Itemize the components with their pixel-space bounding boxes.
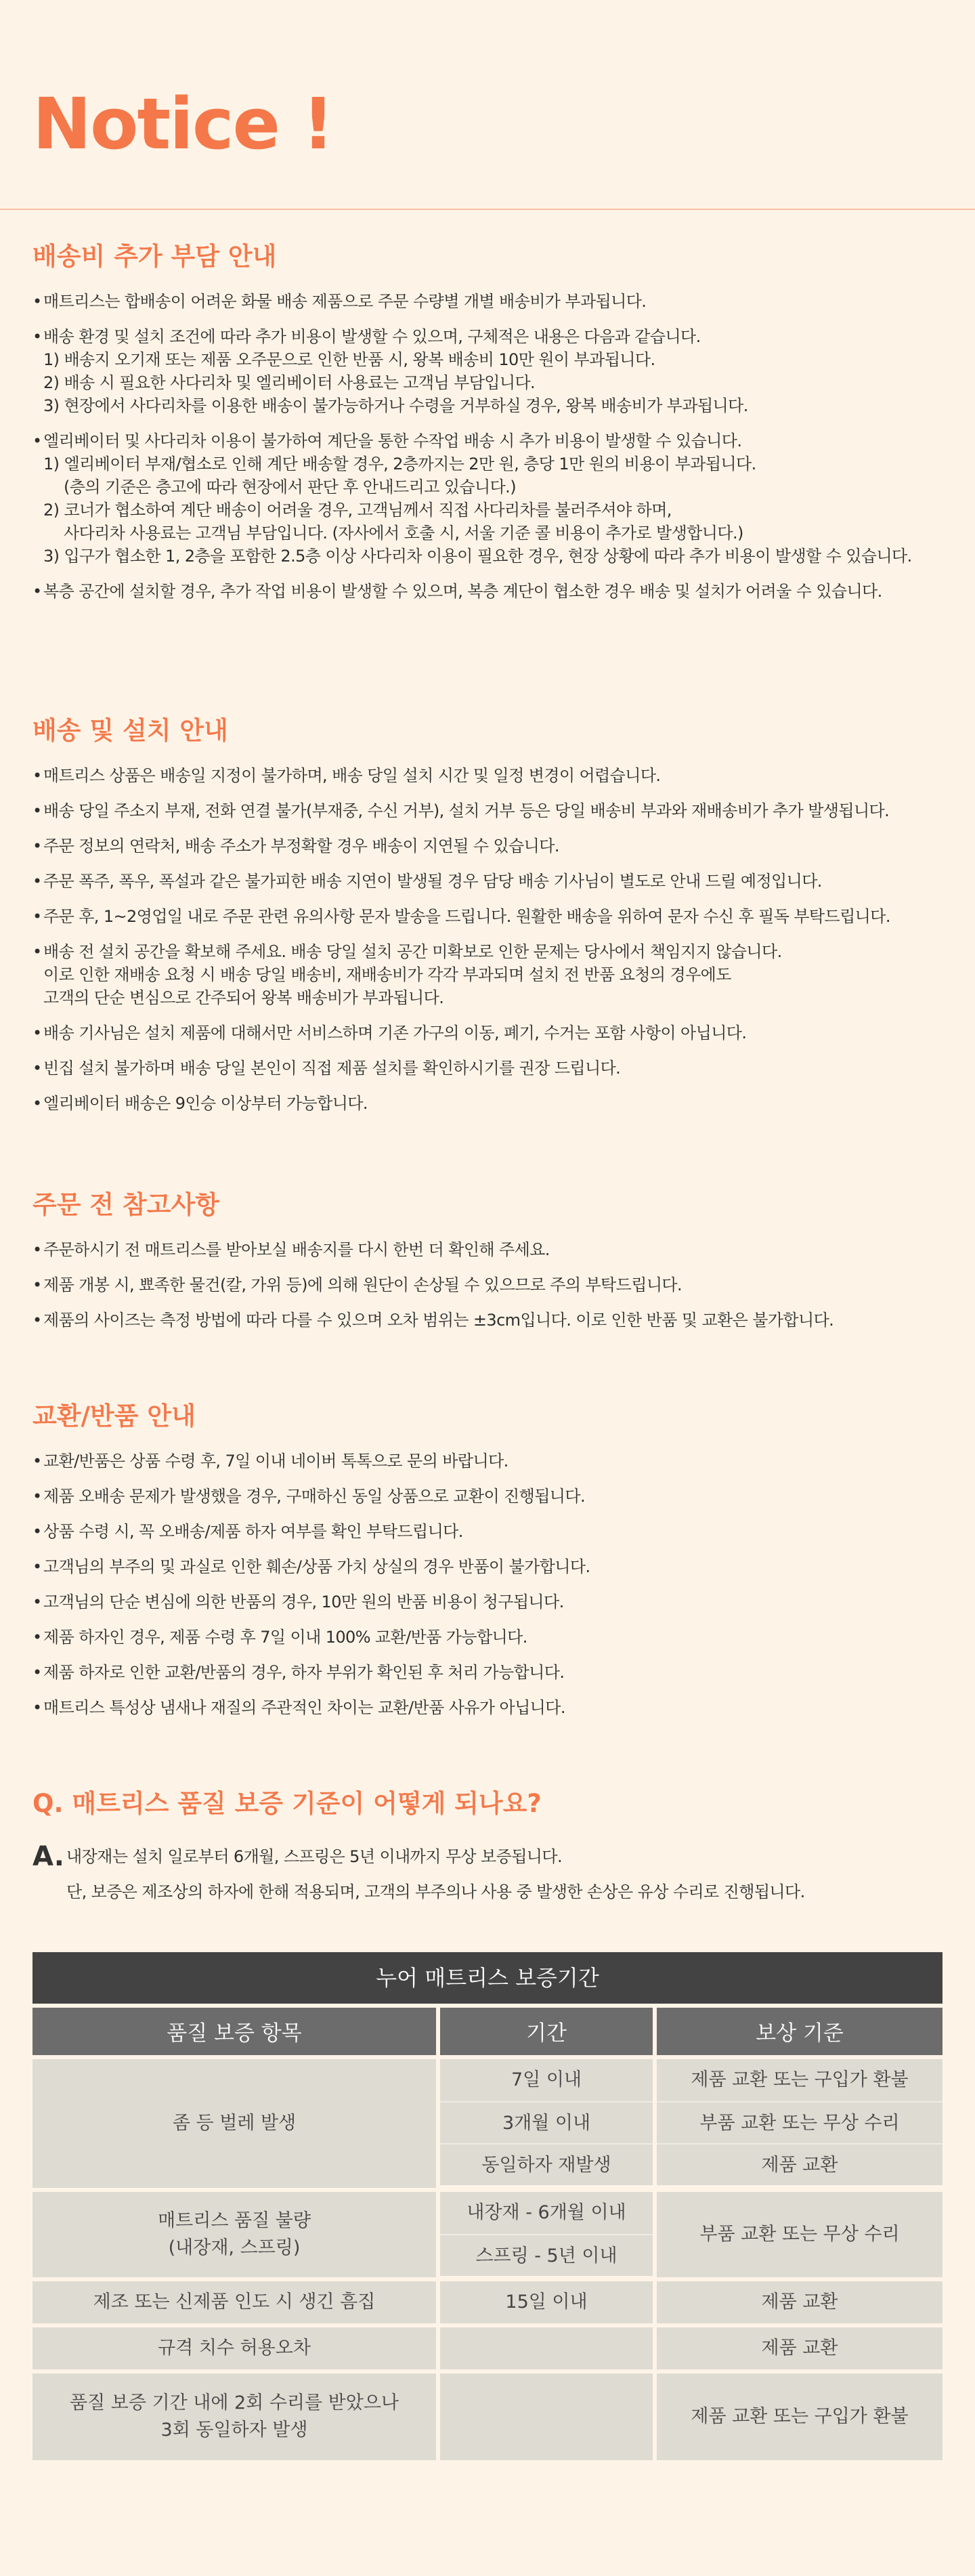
warranty-item-text: 좀 등 벌레 발생	[172, 2113, 297, 2134]
list-item	[32, 905, 953, 928]
bullet-text: 복층 공간에 설치할 경우, 추가 작업 비용이 발생할 수 있으며, 복층 계단이 협소한 경우 배송 및 설치가 어려울 수 있습니다.	[43, 582, 882, 601]
list-item	[32, 870, 953, 893]
faq-answer-mark: A.	[32, 1841, 64, 1872]
bullet-text: 제품 하자로 인한 교환/반품의 경우, 하자 부위가 확인된 후 처리 가능합니다.	[43, 1663, 565, 1682]
warranty-reward-text: 제품 교환	[657, 2281, 942, 2323]
bullet-text: 주문하시기 전 매트리스를 받아보실 배송지를 다시 한번 더 확인해 주세요.	[43, 1240, 550, 1259]
bullet-dot: •	[32, 1094, 42, 1113]
sub-item: 2) 코너가 협소하여 계단 배송이 어려울 경우, 고객님께서 직접 사다리차를 불러주셔야 하며,	[43, 501, 672, 520]
warranty-item-text: 3회 동일하자 발생	[160, 2420, 308, 2441]
bullet-text: 제품 하자인 경우, 제품 수령 후 7일 이내 100% 교환/반품 가능합니다.	[43, 1628, 527, 1647]
bullet-text: 주문 후, 1~2영업일 내로 주문 관련 유의사항 문자 발송을 드립니다. 원활한 배송을 위하여 문자 수신 후 필독 부탁드립니다.	[43, 907, 890, 926]
warranty-reward-cell	[657, 2059, 942, 2188]
warranty-reward-text: 제품 교환 또는 구입가 환불	[657, 2373, 942, 2460]
bullet-list	[32, 764, 953, 1115]
list-item	[32, 1057, 953, 1080]
list-item	[32, 325, 953, 417]
bullet-dot: •	[32, 431, 42, 450]
warranty-item-cell	[32, 2281, 436, 2323]
table-row	[32, 2369, 942, 2460]
bullet-dot: •	[32, 582, 42, 601]
warranty-item-cell	[32, 2373, 436, 2460]
bullet-text: 매트리스는 합배송이 어려운 화물 배송 제품으로 주문 수량별 개별 배송비가 부과됩니다.	[43, 292, 647, 311]
bullet-text: 제품의 사이즈는 측정 방법에 따라 다를 수 있으며 오차 범위는 ±3cm입니다. 이로 인한 반품 및 교환은 불가합니다.	[43, 1311, 834, 1330]
bullet-dot: •	[32, 1663, 42, 1682]
sub-item: 1) 배송지 오기재 또는 제품 오주문으로 인한 반품 시, 왕복 배송비 10만 원이 부과됩니다.	[43, 350, 655, 369]
warranty-item-text: (내장재, 스프링)	[168, 2237, 301, 2258]
bullet-text: 빈집 설치 불가하며 배송 당일 본인이 직접 제품 설치를 확인하시기를 권장 드립니다.	[43, 1059, 621, 1078]
warranty-item-text: 매트리스 품질 불량	[158, 2210, 311, 2231]
bullet-text: 배송 기사님은 설치 제품에 대해서만 서비스하며 기존 가구의 이동, 폐기, 수거는 포함 사항이 아닙니다.	[43, 1023, 747, 1042]
warranty-reward-cell	[657, 2192, 942, 2277]
list-item	[32, 290, 953, 313]
list-item	[32, 764, 953, 787]
sub-item: 1) 엘리베이터 부재/협소로 인해 계단 배송할 경우, 2층까지는 2만 원, 층당 1만 원의 비용이 부과됩니다.	[43, 455, 756, 473]
bullet-text: 주문 폭주, 폭우, 폭설과 같은 불가피한 배송 지연이 발생될 경우 담당 배송 기사님이 별도로 안내 드릴 예정입니다.	[43, 872, 822, 891]
table-row	[32, 2277, 942, 2323]
faq-answer-line: 단, 보증은 제조상의 하자에 한해 적용되며, 고객의 부주의나 사용 중 발생한 손상은 유상 수리로 진행됩니다.	[66, 1882, 805, 1901]
sub-item: 이로 인한 재배송 요청 시 배송 당일 배송비, 재배송비가 각각 부과되며 설치 전 반품 요청의 경우에도	[43, 965, 731, 984]
warranty-period-text	[440, 2373, 653, 2460]
warranty-period-text	[440, 2327, 653, 2369]
table-header-item: 품질 보증 항목	[32, 2004, 436, 2055]
bullet-list	[32, 290, 953, 603]
sub-item: 2) 배송 시 필요한 사다리차 및 엘리베이터 사용료는 고객님 부담입니다.	[43, 373, 536, 392]
page-title: Notice !	[32, 83, 333, 165]
section-before-order	[32, 1189, 953, 1344]
table-row	[32, 2188, 942, 2277]
warranty-item-text: 제조 또는 신제품 인도 시 생긴 흠집	[93, 2292, 376, 2313]
bullet-dot: •	[32, 837, 42, 856]
list-item	[32, 1092, 953, 1115]
warranty-period-text: 내장재 - 6개월 이내	[440, 2192, 653, 2234]
table-header-period: 기간	[436, 2004, 657, 2055]
sub-item: 3) 입구가 협소한 1, 2층을 포함한 2.5층 이상 사다리차 이용이 필요한 경우, 현장 상황에 따라 추가 비용이 발생할 수 있습니다.	[43, 547, 912, 566]
sub-item: (층의 기준은 층고에 따라 현장에서 판단 후 안내드리고 있습니다.)	[64, 478, 516, 497]
bullet-dot: •	[32, 1487, 42, 1506]
warranty-reward-text: 부품 교환 또는 무상 수리	[657, 2101, 942, 2143]
warranty-table-title: 누어 매트리스 보증기간	[32, 1952, 942, 2004]
list-item	[32, 835, 953, 858]
section-heading: 배송비 추가 부담 안내	[32, 242, 277, 271]
bullet-dot: •	[32, 872, 42, 891]
list-item	[32, 580, 953, 603]
list-item	[32, 429, 953, 568]
bullet-text: 배송 당일 주소지 부재, 전화 연결 불가(부재중, 수신 거부), 설치 거부 등은 당일 배송비 부과와 재배송비가 추가 발생됩니다.	[43, 801, 890, 820]
warranty-period-text: 3개월 이내	[440, 2101, 653, 2143]
warranty-reward-cell	[657, 2327, 942, 2369]
list-item	[32, 940, 953, 1009]
warranty-reward-cell	[657, 2373, 942, 2460]
warranty-item-text: 품질 보증 기간 내에 2회 수리를 받았으나	[70, 2392, 399, 2413]
bullet-dot: •	[32, 1522, 42, 1541]
bullet-text: 매트리스 상품은 배송일 지정이 불가하며, 배송 당일 설치 시간 및 일정 변경이 어렵습니다.	[43, 766, 661, 785]
list-item	[32, 799, 953, 822]
bullet-dot: •	[32, 1311, 42, 1330]
bullet-text: 고객님의 단순 변심에 의한 반품의 경우, 10만 원의 반품 비용이 청구됩니다.	[43, 1592, 564, 1611]
warranty-period-cell	[436, 2281, 657, 2323]
bullet-dot: •	[32, 327, 42, 346]
bullet-text: 엘리베이터 및 사다리차 이용이 불가하여 계단을 통한 수작업 배송 시 추가 비용이 발생할 수 있습니다.	[43, 431, 742, 450]
bullet-dot: •	[32, 1023, 42, 1042]
bullet-text: 배송 환경 및 설치 조건에 따라 추가 비용이 발생할 수 있으며, 구체적은 내용은 다음과 같습니다.	[43, 327, 701, 346]
warranty-period-cell	[436, 2373, 657, 2460]
section-shipping-fee	[32, 241, 953, 615]
sub-item: 사다리차 사용료는 고객님 부담입니다. (자사에서 호출 시, 서울 기준 콜 비용이 추가로 발생합니다.)	[64, 524, 743, 543]
warranty-reward-text: 제품 교환	[657, 2327, 942, 2369]
list-item	[32, 1450, 953, 1473]
bullet-text: 배송 전 설치 공간을 확보해 주세요. 배송 당일 설치 공간 미확보로 인한 문제는 당사에서 책임지지 않습니다.	[43, 942, 782, 961]
list-item	[32, 1520, 953, 1543]
table-header-reward: 보상 기준	[657, 2004, 942, 2055]
title-divider	[0, 209, 975, 210]
bullet-text: 매트리스 특성상 냄새나 재질의 주관적인 차이는 교환/반품 사유가 아닙니다.	[43, 1698, 565, 1717]
section-heading: 주문 전 참고사항	[32, 1190, 219, 1219]
warranty-table	[32, 1952, 942, 2460]
list-item	[32, 1273, 953, 1296]
bullet-dot: •	[32, 942, 42, 961]
list-item	[32, 1021, 953, 1044]
section-heading: 교환/반품 안내	[32, 1401, 196, 1431]
bullet-dot: •	[32, 1592, 42, 1611]
warranty-table-header-row	[32, 2004, 942, 2055]
warranty-item-cell	[32, 2327, 436, 2369]
warranty-period-text: 7일 이내	[440, 2059, 653, 2101]
warranty-item-text: 규격 치수 허용오차	[158, 2338, 311, 2359]
bullet-text: 엘리베이터 배송은 9인승 이상부터 가능합니다.	[43, 1094, 368, 1113]
table-row	[32, 2323, 942, 2369]
bullet-dot: •	[32, 801, 42, 820]
warranty-reward-text: 제품 교환	[657, 2143, 942, 2185]
bullet-text: 고객님의 부주의 및 과실로 인한 훼손/상품 가치 상실의 경우 반품이 불가합니다.	[43, 1557, 590, 1576]
table-row	[32, 2055, 942, 2188]
sub-item: 고객의 단순 변심으로 간주되어 왕복 배송비가 부과됩니다.	[43, 988, 444, 1007]
bullet-dot: •	[32, 1698, 42, 1717]
bullet-dot: •	[32, 1628, 42, 1647]
warranty-reward-text: 제품 교환 또는 구입가 환불	[657, 2059, 942, 2101]
bullet-dot: •	[32, 1059, 42, 1078]
bullet-dot: •	[32, 1557, 42, 1576]
sub-item: 3) 현장에서 사다리차를 이용한 배송이 불가능하거나 수령을 거부하실 경우, 왕복 배송비가 부과됩니다.	[43, 396, 748, 415]
warranty-period-text: 15일 이내	[440, 2281, 653, 2323]
warranty-period-cell	[436, 2059, 657, 2188]
warranty-reward-cell	[657, 2281, 942, 2323]
list-item	[32, 1238, 953, 1261]
warranty-item-cell	[32, 2192, 436, 2277]
warranty-reward-text: 부품 교환 또는 무상 수리	[657, 2192, 942, 2277]
bullet-list	[32, 1238, 953, 1332]
warranty-table-body	[32, 2055, 942, 2460]
bullet-dot: •	[32, 1275, 42, 1294]
bullet-dot: •	[32, 1452, 42, 1471]
section-exchange-return	[32, 1401, 953, 1731]
bullet-dot: •	[32, 907, 42, 926]
faq-question: Q. 매트리스 품질 보증 기준이 어떻게 되나요?	[32, 1789, 542, 1818]
warranty-period-cell	[436, 2327, 657, 2369]
list-item	[32, 1309, 953, 1332]
warranty-item-cell	[32, 2059, 436, 2188]
warranty-period-text: 동일하자 재발생	[440, 2143, 653, 2185]
list-item	[32, 1485, 953, 1508]
bullet-list	[32, 1450, 953, 1719]
list-item	[32, 1696, 953, 1719]
list-item	[32, 1590, 953, 1613]
list-item	[32, 1555, 953, 1578]
bullet-text: 제품 오배송 문제가 발생했을 경우, 구매하신 동일 상품으로 교환이 진행됩니다.	[43, 1487, 586, 1506]
list-item	[32, 1626, 953, 1649]
bullet-text: 교환/반품은 상품 수령 후, 7일 이내 네이버 톡톡으로 문의 바랍니다.	[43, 1452, 508, 1471]
bullet-dot: •	[32, 1240, 42, 1259]
bullet-text: 주문 정보의 연락처, 배송 주소가 부정확할 경우 배송이 지연될 수 있습니다.	[43, 837, 559, 856]
bullet-dot: •	[32, 292, 42, 311]
list-item	[32, 1661, 953, 1684]
bullet-text: 제품 개봉 시, 뾰족한 물건(칼, 가위 등)에 의해 원단이 손상될 수 있으므로 주의 부탁드립니다.	[43, 1275, 682, 1294]
warranty-period-text: 스프링 - 5년 이내	[440, 2234, 653, 2276]
bullet-text: 상품 수령 시, 꼭 오배송/제품 하자 여부를 확인 부탁드립니다.	[43, 1522, 463, 1541]
warranty-period-cell	[436, 2192, 657, 2277]
section-delivery-install	[32, 715, 953, 1127]
section-heading: 배송 및 설치 안내	[32, 716, 228, 745]
bullet-dot: •	[32, 766, 42, 785]
faq-answer-line: 내장재는 설치 일로부터 6개월, 스프링은 5년 이내까지 무상 보증됩니다.	[66, 1847, 562, 1866]
